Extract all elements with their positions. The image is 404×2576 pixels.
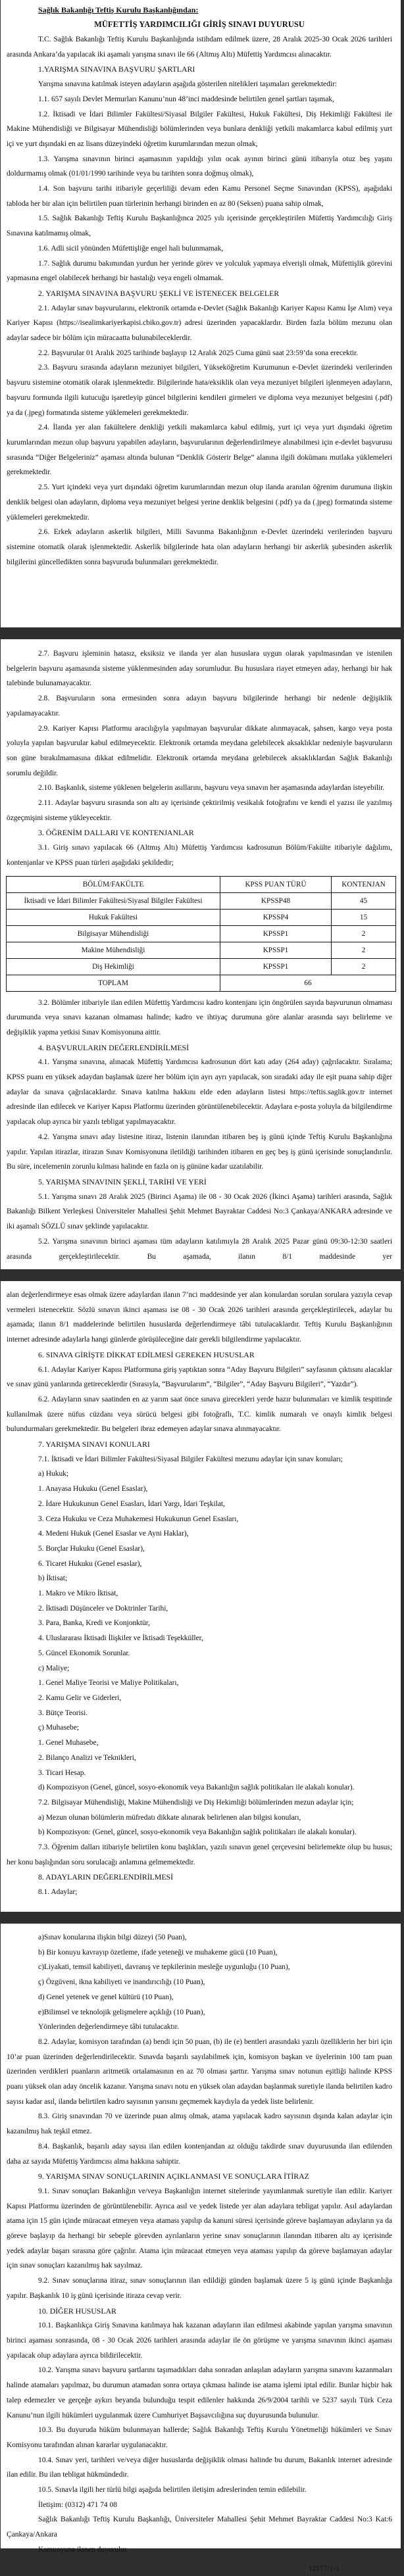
paragraph: 1.4. Son başvuru tarihi itibariyle geçerliliği devam eden Kamu Personel Seçme Sınavından (KPSS), aşağıdaki tabloda her bir alan için belirtilen puan türlerinin herhangi birinden en az 80 (Seksen) puana sahip olmak, [7, 185, 392, 208]
list-item: 5. Güncel Ekonomik Sorunlar. [38, 1649, 130, 1657]
paragraph: 1.6. Adli sicil yönünden Müfettişliğe engel hali bulunmamak, [38, 244, 224, 253]
section-heading-8: 8. ADAYLARIN DEĞERLENDİRİLMESİ [38, 1872, 174, 1882]
section-heading-9: 9. YARIŞMA SINAV SONUÇLARININ AÇIKLANMASI VE SONUÇLARA İTİRAZ [38, 2172, 309, 2181]
list-item: 3. Para, Banka, Kredi ve Konjonktür, [38, 1619, 150, 1628]
cell-quota: 45 [332, 892, 396, 909]
cell-faculty: Diş Hekimliği [7, 958, 220, 975]
contact-address: Sağlık Bakanlığı Teftiş Kurulu Başkanlığı, Üniversiteler Mahallesi Şehit Mehmet Bayraktar Caddesi No:3 Kat:6 Çankaya/Ankara [7, 2515, 392, 2539]
total-label: TOPLAM [7, 975, 220, 991]
cell-kpss-type: KPSSP48 [220, 892, 332, 909]
list-item: 2. İdare Hukukunun Genel Esasları, İdari Yargı, İdari Teşkilat, [38, 1499, 225, 1508]
section-heading-5: 5. YARIŞMA SINAVININ ŞEKLİ, TARİHİ VE YERİ [38, 1177, 207, 1186]
contact-phone: İletişim: (0312) 471 74 08 [38, 2500, 117, 2509]
total-value: 66 [220, 975, 396, 991]
cell-kpss-type: KPSSP1 [220, 958, 332, 975]
paragraph: 4.1. Yarışma sınavına, alınacak Müfettiş Yardımcısı kadrosunun dört katı aday (264 aday) çağrılacaktır. Sıralama; KPSS puanı en yüksek adaydan başlamak üzere her bölüm için ayrı ayrı yapılacak, son sıradaki aday ile eşit puana sahip diğer adaylar da sınava çağrılacaklardır. Sınava katılma hakkını elde eden adayların listesi https://teftis.saglik.gov.tr internet adresinde ilan edilecek ve Kariyer Kapısı Platformu üzerinden görüntülenebilecektir. Adaylara e-posta yoluyla da bilgilendirme yapılacak olup ayrıca bir yazılı tebligat yapılmayacaktır. [7, 1058, 392, 1127]
section-heading-4: 4. BAŞVURULARIN DEĞERLENDİRİLMESİ [38, 1042, 189, 1052]
table-row [7, 942, 396, 958]
cell-quota: 2 [332, 925, 396, 942]
section-heading-6: 6. SINAVA GİRİŞTE DİKKAT EDİLMESİ GEREKEN HUSUSLAR [38, 1349, 255, 1359]
intro-paragraph: T.C. Sağlık Bakanlığı Teftiş Kurulu Başkanlığında istihdam edilmek üzere, 28 Aralık 2025-30 Ocak 2026 tarihleri arasında Ankara’da yapılacak iki aşamalı yarışma sınavı ile 66 (Altmış Altı) Müfettiş Yardımcısı alınacaktır. [7, 36, 392, 59]
cell-kpss-type: KPSSP1 [220, 925, 332, 942]
paragraph: 10.3. Bu duyuruda hüküm bulunmayan hallerde; Sağlık Bakanlığı Teftiş Kurulu Yönetmeliği hükümleri ve Sınav Komisyonu tarafından alınan kararlar uygulanacaktır. [7, 2426, 392, 2449]
cell-kpss-type: KPSSP4 [220, 909, 332, 925]
table-header-row [7, 876, 396, 892]
paragraph: 2.4. İlanda yer alan fakültelere denkliği yetkili makamlarca kabul edilmiş, yurt içi veya yurt dışındaki öğretim kurumlarından mezun olup başvuru yapabilen adayların, başvurularının değerlendirilmeye alınabilmesi için e-devlet başvurusu sırasında “Diğer Belgeleriniz” aşaması altında bulunan “Denklik Gösterir Belge” alanına ilgili dokümanı mutlaka yüklemeleri gerekmektedir. [7, 424, 392, 477]
paragraph: alan değerlendirmeye esas olmak üzere adaylardan ilanın 7’nci maddesinde yer alan konulardan sorulan sorulara yazıyla cevap vermeleri istenecektir. Sözlü sınavın ikinci aşaması ise 08 - 30 Ocak 2026 tarihleri arasında gerçekleştirilecek, adaylar bu aşamada; ilanın 8/1 maddelerinde belirtilen hususlarda değerlendirmeye tâbi tutulacaklardır. Teftiş Kurulu Başkanlığının internet adresinde adaylarla hangi günlerde görüşüleceğine dair gerekli bilgilendirme yapılacaktır. [7, 1291, 392, 1344]
paragraph: 2.10. Başkanlık, sisteme yüklenen belgelerin asıllarını, başvuru veya sınavın her aşamasında adaylardan isteyebilir. [38, 784, 385, 792]
list-item: d) Genel yetenek ve genel kültürü (10 Puan), [38, 1993, 174, 2001]
paragraph: 1.7. Sağlık durumu bakımından yurdun her yerinde görev ve yolculuk yapmaya elverişli olmak, Müfettişlik görevini yapmasına engel olabilecek herhangi bir hastalığı veya engeli olmamak. [7, 259, 392, 283]
paragraph: 7.2. Bilgisayar Mühendisliği, Makine Mühendisliği ve Diş Hekimliği bölümlerinden mezun adaylar için; [38, 1798, 354, 1807]
section-heading-2: 2. YARIŞMA SINAVINA BAŞVURU ŞEKLİ VE İSTENECEK BELGELER [38, 288, 280, 298]
paragraph: 8.2. Adaylar, komisyon tarafından (a) bendi için 50 puan, (b) ile (e) bentleri arasındaki yazılı özelliklerin her biri için 10’ar puan üzerinden değerlendirilecektir. Sınavda başarılı sayılabilmek için, komisyon başkan ve üyelerinin 100 tam puan üzerinden verdikleri puanların aritmetik ortalamasının en az 70 olması şarttır. Yarışma sınav notunun eşitliği halinde KPSS puanı yüksek olan aday öncelik kazanır. Yarışma sınavı notu en yüksek olan adaydan başlanmak suretiyle ilanda belirtilen kadro sayısı kadar asıl, ilanda belirtilen kadro sayısının yarısını geçmemek kaydıyla da yedek liste belirlenir. [7, 2037, 392, 2106]
list-item: c) Maliye; [38, 1664, 70, 1672]
cell-faculty: Bilgisayar Mühendisliği [7, 925, 220, 942]
paragraph: 2.7. Başvuru işleminin hatasız, eksiksiz ve ilanda yer alan hususlara uygun olarak yapılmasından ve istenilen belgelerin başvuru aşamasında sisteme yüklenmesinden aday sorumludur. Bu hususlara riayet etmeyen aday, herhangi bir hak talebinde bulunamayacaktır. [7, 650, 392, 688]
paragraph: 2.5. Yurt içindeki veya yurt dışındaki öğretim kurumlarından mezun olup ilanda aranılan öğrenim durumuna ilişkin denklik belgesi olan adayların, diploma veya mezuniyet belgesi yerine denklik belgesini (.pdf) ya da (.jpeg) formatında sisteme yüklemeleri gerekmektedir. [7, 483, 392, 522]
paragraph: 8.4. Başkanlık, başarılı aday sayısı ilan edilen kontenjandan az olduğu takdirde sınav duyurusunda ilan edilenden daha az sayıda Müfettiş Yardımcısı alma hakkına sahiptir. [7, 2142, 392, 2166]
paragraph: 1.3. Yarışma sınavının birinci aşamasının yapıldığı yılın ocak ayının birinci günü itibarıyla otuz beş yaşını doldurmamış olmak (01/01/1990 tarihinde veya bu tarihten sonra doğmuş olmak), [7, 155, 392, 178]
paragraph: 1.2. İktisadi ve İdari Bilimler Fakültesi/Siyasal Bilgiler Fakültesi, Hukuk Fakültesi, Diş Hekimliği Fakültesi ile Makine Mühendisliği ve Bilgisayar Mühendisliği bölümlerinden veya bunlara denkliği yetkili makamlarca kabul edilmiş yurt içi ve yurt dışındaki en az lisans düzeyindeki öğretim kurumlarından mezun olmak, [7, 110, 392, 148]
paragraph: 6.2. Adayların sınav saatinden en az yarım saat önce sınava girecekleri yerde hazır bulunmaları ve kimlik tespitinde kullanılmak üzere nüfus cüzdanı veya sürücü belgesi gibi fotoğraflı, T.C. kimlik numaralı ve onaylı kimlik belgesi bulundurmaları gerekmektedir. Bu belgeleri ibraz edemeyen adaylar sınava alınmayacaktır. [7, 1395, 392, 1434]
table-total-row [7, 975, 396, 991]
list-item: 4. Medeni Hukuk (Genel Esaslar ve Ayni Haklar), [38, 1530, 189, 1538]
list-item: ç) Özgüveni, ikna kabiliyeti ve inandırıcılığı (10 Puan), [38, 1978, 205, 1987]
list-item: 2. Bilanço Analizi ve Teknikleri, [38, 1753, 136, 1762]
section-heading-1: 1.YARIŞMA SINAVINA BAŞVURU ŞARTLARI [38, 64, 195, 74]
paragraph: 1.5. Sağlık Bakanlığı Teftiş Kurulu Başkanlığınca 2025 yılı içerisinde gerçekleştirilen Müfettiş Yardımcılığı Giriş Sınavına katılmamış olmak, [7, 214, 392, 238]
paragraph: 2.3. Başvuru sırasında adayların mezuniyet bilgileri, Yükseköğretim Kurumunun e-Devlet üzerindeki verilerinden başvuru sistemine otomatik olarak işlenmektedir. Bilgilerinde hata/eksiklik olan veya mezuniyet bilgileri işlenmeyen adayların, başvuru formunda ilgili kutucuğu işaretleyip güncel bilgilerini kendileri girmeleri ve diploma veya mezuniyet belgesini (.pdf) ya da (.jpeg) formatında sisteme yüklemeleri gerekmektedir. [7, 364, 392, 417]
paragraph: b) Kompozisyon: (Genel, güncel, sosyo-ekonomik veya Bakanlığın sağlık politikaları ile alakalı konular). [38, 1828, 357, 1837]
list-item: 1. Genel Muhasebe, [38, 1739, 99, 1747]
list-item: a)Sınav konularına ilişkin bilgi düzeyi (50 Puan), [38, 1933, 187, 1941]
table-row [7, 892, 396, 909]
list-item: b) Bir konuyu kavrayıp özetleme, ifade yeteneği ve muhakeme gücü (10 Puan), [38, 1948, 278, 1956]
paragraph: 3.1. Giriş sınavı yapılacak 66 (Altmış Altı) Müfettiş Yardımcısı kadrosunun Bölüm/Fakülte itibariyle dağılımı, kontenjanlar ve KPSS puan türleri aşağıdaki şekildedir; [7, 844, 392, 867]
cell-faculty: Makine Mühendisliği [7, 942, 220, 958]
cell-kpss-type: KPSSP1 [220, 942, 332, 958]
column-header-faculty: BÖLÜM/FAKÜLTE [7, 876, 220, 892]
list-item: ç) Muhasebe; [38, 1724, 79, 1732]
paragraph: 2.2. Başvurular 01 Aralık 2025 tarihinde başlayıp 12 Aralık 2025 Cuma günü saat 23:59’da sona erecektir. [38, 349, 359, 357]
exam-topics-list [7, 1467, 392, 1780]
list-item: b) İktisat; [38, 1574, 68, 1583]
column-header-kpss-type: KPSS PUAN TÜRÜ [220, 876, 332, 892]
list-item: 1. Genel Maliye Teorisi ve Maliye Politikaları, [38, 1679, 179, 1688]
list-item: 5. Borçlar Hukuku (Genel Esaslar), [38, 1544, 145, 1553]
paragraph: 6.1. Adaylar Kariyer Kapısı Platformuna giriş yaptıktan sonra “Aday Başvuru Bilgileri” sayfasının çıktısını alacaklar ve sınav günü yanlarında getireceklerdir (Sırasıyla, “Başvurularım”, “Bilgiler”, “Aday Başvuru Bilgileri”, “Yazdır”). [7, 1365, 392, 1389]
issuing-organization: Sağlık Bakanlığı Teftiş Kurulu Başkanlığından: [38, 5, 199, 14]
list-item: 2. Kamu Gelir ve Giderleri, [38, 1693, 122, 1702]
table-row [7, 925, 396, 942]
announcement-title: MÜFETTİŞ YARDIMCILIĞI GİRİŞ SINAVI DUYURUSU [94, 20, 305, 29]
list-item: 1. Anayasa Hukuku (Genel Esaslar), [38, 1485, 148, 1494]
list-item: 3. Ceza Hukuku ve Ceza Muhakemesi Hukukunun Genel Esasları, [38, 1515, 239, 1523]
section-heading-10: 10. DİĞER HUSUSLAR [38, 2306, 116, 2316]
section-heading-3: 3. ÖĞRENİM DALLARI VE KONTENJANLAR [38, 828, 194, 838]
cell-quota: 2 [332, 958, 396, 975]
closing-statement: Kamuoyuna ilanen duyurulur. [38, 2545, 128, 2554]
list-item: e)Bilimsel ve teknolojik gelişmelere açıklığı (10 Puan), [38, 2008, 205, 2016]
list-item: 1. Makro ve Mikro İktisat, [38, 1590, 118, 1598]
paragraph: 10.1. Başkanlıkça Giriş Sınavına katılmaya hak kazanan adayların ilan edilmesi akabinde yapılan yarışma sınavının birinci aşaması sonrasında, 08 - 30 Ocak 2026 tarihleri arasında adaylar ile ön görüşme ve yarışma sınavının ikinci aşaması yapılacak olup adaylara ayrıca bildirilecektir. [7, 2321, 392, 2360]
cell-faculty: İktisadi ve İdari Bilimler Fakültesi/Siyasal Bilgiler Fakültesi [7, 892, 220, 909]
list-item: 4. Uluslararası İktisadi İlişkiler ve İktisadi Teşekküller, [38, 1634, 203, 1643]
evaluation-criteria-list [7, 1930, 392, 2035]
paragraph: 5.2. Yarışma sınavının birinci aşaması tüm adayların katılımıyla 28 Aralık 2025 Pazar günü 09:30-12:30 saatleri arasında gerçekleştirilecektir. Bu aşamada, ilanın 8/1 maddesinde yer [7, 1237, 392, 1261]
paragraph: 8.1. Adaylar; [38, 1888, 78, 1897]
list-item: 3. Bütçe Teorisi. [38, 1709, 88, 1717]
paragraph: 7.1. İktisadi ve İdari Bilimler Fakültesi/Siyasal Bilgiler Fakültesi mezunu adaylar için sınav konuları; [38, 1455, 343, 1463]
quota-table [6, 876, 396, 992]
paragraph: 9.1. Sınav sonuçları Bakanlığın ve/veya Başkanlığın internet sitelerinde yayımlanmak suretiyle ilan edilir. Kariyer Kapısı Platformu üzerinden de görüntülenebilir. Ayrıca asıl ve yedek listede yer alan adaylara tebligat yapılır. Asıl adaylardan atama için 15 gün içinde müracaat etmeyen veya ataması yapılıp da kanuni süresi içerisinde göreve başlamayan adayların ya da göreve başlayıp da herhangi bir sebeple görevden ayrılanların yerine sınav sonuçlarının ilanından itibaren altı ay içerisinde yedek adaylar başarı sırasına göre çağrılır. Atama için müracaat etmeyen veya ataması yapılıp da göreve başlamayan adaylar için sınav sonuçları kazanılmış hak sayılmaz. [7, 2187, 392, 2270]
document-page-3 [1, 1281, 401, 1912]
cell-quota: 15 [332, 909, 396, 925]
paragraph: 2.1. Adaylar sınav başvurularını, elektronik ortamda e-Devlet (Sağlık Bakanlığı Kariyer Kapısı Kamu İşe Alım) veya Kariyer Kapısı (https://isealimkariyerkapisi.cbiko.gov.tr) adresi üzerinden yapacaklardır. Birden fazla bölüm mezunu olan adaylar sadece bir bölüm için müracaatta bulunabileceklerdir. [7, 304, 392, 343]
paragraph: 2.6. Erkek adayların askerlik bilgileri, Milli Savunma Bakanlığının e-Devlet üzerindeki verilerinden başvuru sistemine otomatik olarak işlenmektedir. Askerlik bilgilerinde hata olan adayların herhangi bir askerlik şubesinden askerlik bilgilerini güncelledikten sonra başvuruda bulunmaları gerekmektedir. [7, 528, 392, 566]
paragraph: 2.8. Başvuruların sona ermesinden sonra adayın başvuru bilgilerinde herhangi bir nedenle değişiklik yapılamayacaktır. [7, 694, 392, 717]
table-row [7, 958, 396, 975]
paragraph: Yarışma sınavına katılmak isteyen adayların aşağıda gösterilen nitelikleri taşımaları gerekmektedir: [38, 80, 337, 89]
list-item: Yönlerinden değerlendirmeye tâbi tutulacaktır. [38, 2023, 179, 2031]
paragraph: 2.9. Kariyer Kapısı Platformu aracılığıyla yapılmayan başvurular dikkate alınmayacak, şahsen, kargo veya posta yoluyla yapılan başvurular kabul edilmeyecektir. Elektronik ortamda meydana gelebilecek aksaklıklar nedeniyle başvuruların son güne bırakılmamasına dikkat edilmelidir. Elektronik ortamda meydana gelebilecek aksaklıklardan Sağlık Bakanlığı sorumlu değildir. [7, 724, 392, 777]
list-item: 3. Ticari Hesap. [38, 1768, 86, 1777]
paragraph: 5.1. Yarışma sınavı 28 Aralık 2025 (Birinci Aşama) ile 08 - 30 Ocak 2026 (İkinci Aşama) tarihleri arasında, Sağlık Bakanlığı Bilkent Yerleşkesi Üniversiteler Mahallesi Şehit Mehmet Bayraktar Caddesi No:3 Çankaya/ANKARA adresinde ve iki aşamalı SÖZLÜ sınav şeklinde yapılacaktır. [7, 1192, 392, 1231]
paragraph: 10.5. Sınavla ilgili her türlü bilgi aşağıda belirtilen iletişim adreslerinden temin edilebilir. [38, 2486, 307, 2494]
list-item: 6. Ticaret Hukuku (Genel esaslar), [38, 1559, 142, 1568]
cell-quota: 2 [332, 942, 396, 958]
section-heading-7: 7. YARIŞMA SINAVI KONULARI [38, 1440, 150, 1449]
list-item: c)Liyakati, temsil kabiliyeti, davranış ve tepkilerinin mesleğe uygunluğu (10 Puan), [38, 1963, 290, 1972]
document-page-4 [1, 1924, 401, 2573]
paragraph: 8.3. Giriş sınavından 70 ve üzerinde puan almış olmak, atama yapılacak kadro sayısının dışında kalan adaylar için kazanılmış hak teşkil etmez. [7, 2112, 392, 2136]
paragraph: 7.3. Öğrenim dalları itibariyle belirtilen konu başlıkları, yazılı sınavın genel çerçevesini belirlemekte olup bu husus; her konu başlığından soru sorulacağı anlamına gelmemektedir. [7, 1843, 392, 1866]
paragraph: 3.2. Bölümler itibariyle ilan edilen Müfettiş Yardımcısı kadro kontenjanı için öngörülen sayıda başvurunun olmaması durumunda veya sınavı kazanan olmaması halinde; kadro ve ihtiyaç durumuna göre alanlar arasında sayı belirleme ve değişiklik yapma yetkisi Sınav Komisyonuna aittir. [7, 998, 392, 1036]
reference-number: 12177/1-1 [308, 2564, 340, 2573]
paragraph: 10.2. Yarışma sınavı başvuru şartlarını taşımadıkları daha sonradan anlaşılan adayların yarışma sınavını kazanmaları halinde atamaları yapılmaz, bu durumun atamadan sonra ortaya çıkması halinde ise atama işlemi iptal edilir. Bunlar hiçbir hak talep edemezler ve gerçeğe aykırı beyanda bulunduğu tespit edilenler hakkında 26/9/2004 tarihli ve 5237 sayılı Türk Ceza Kanunu’nun ilgili hükümleri uygulanmak üzere Cumhuriyet Başsavcılığına suç duyurusunda bulunulur. [7, 2366, 392, 2419]
column-header-quota: KONTENJAN [332, 876, 396, 892]
list-item: 2. İktisadi Düşünceler ve Doktrinler Tarihi, [38, 1604, 168, 1613]
paragraph: 2.11. Adaylar başvuru sırasında son altı ay içerisinde çektirilmiş vesikalık fotoğrafını ve kendi el yazısı ile yazılmış özgeçmişini sisteme yükleyecektir. [7, 799, 392, 822]
document-page-1 [1, 0, 401, 627]
document-page-2 [1, 639, 401, 1269]
paragraph: d) Kompozisyon (Genel, güncel, sosyo-ekonomik veya Bakanlığın sağlık politikaları ile alakalı konular). [38, 1784, 355, 1792]
list-item: a) Hukuk; [38, 1470, 69, 1478]
paragraph: 1.1. 657 sayılı Devlet Memurları Kanunu’nun 48’inci maddesinde belirtilen genel şartları taşımak, [38, 95, 334, 103]
paragraph: 10.4. Sınav yeri, tarihleri ve/veya diğer hususlarda değişiklik olması halinde bu durum, Bakanlık internet adresinde ilan edilir. Bu ilan tebligat hükmündedir. [7, 2456, 392, 2479]
paragraph: 9.2. Sınav sonuçlarına itiraz, sınav sonuçlarının ilan edildiği günden başlamak üzere 5 iş günü içinde Başkanlığa yapılır. Başkanlık 10 iş günü içerisinde itiraza cevap verir. [7, 2277, 392, 2300]
table-row [7, 909, 396, 925]
paragraph: a) Mezun olunan bölümlerin müfredatı dikkate alınarak belirlenen alan bilgisi konuları, [38, 1813, 301, 1822]
cell-faculty: Hukuk Fakültesi [7, 909, 220, 925]
paragraph: 4.2. Yarışma sınavı aday listesine itiraz, listenin ilanından itibaren beş iş günü içinde Teftiş Kurulu Başkanlığına yapılır. Yapılan itirazlar, itirazın Sınav Komisyonuna iletildiği tarihinden itibaren en geç beş iş günü içerisinde sonuçlandırılır. Bu süre, incelemenin zorunlu kılması halinde en fazla on iş gününe kadar uzatılabilir. [7, 1132, 392, 1171]
